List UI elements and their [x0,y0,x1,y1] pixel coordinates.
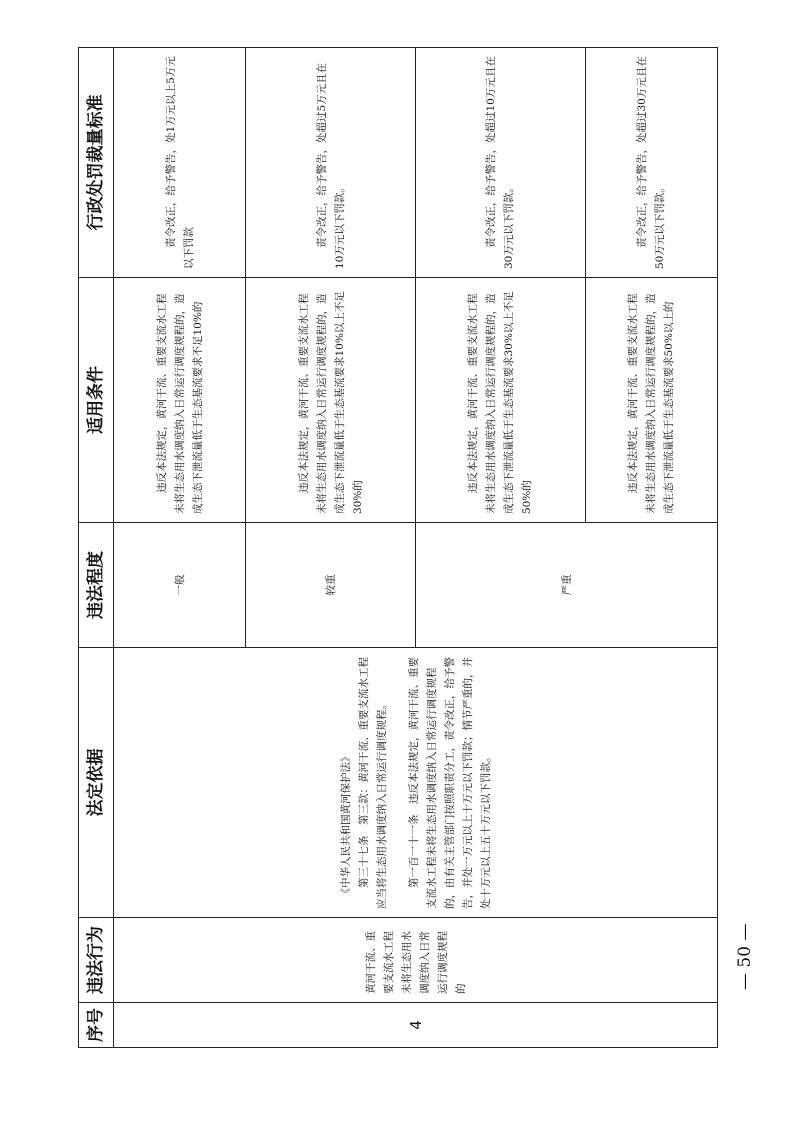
condition-severe-1: 违反本法规定，黄河干流、重要支流水工程未将生态用水调度纳入日常运行调度规程的，造成生态下泄流量低于生态基流要求30%以上不足50%的 [416,278,586,523]
standard-severe-2: 责令改正，给予警告，处超过30万元且在50万元以下罚款。 [585,48,717,278]
header-act: 违法行为 [79,918,114,1003]
page-number: — 50 — [735,923,755,990]
header-no: 序号 [79,1003,114,1048]
law-clause-111: 第一百一十一条 违反本法规定，黄河干流、重要支流水工程未将生态用水调度纳入日常运行调度规程的，由有关主管部门按照职责分工，责令改正，给予警告，并处一万元以上十万元以下罚款；情节严重的，并处十万元以上五十万元以下罚款。 [407,657,492,909]
standard-serious: 责令改正，给予警告，处超过5万元且在10万元以下罚款。 [246,48,416,278]
rotated-table-container [78,48,718,1048]
degree-severe: 严重 [416,523,718,648]
header-law: 法定依据 [79,648,114,918]
condition-serious: 违反本法规定，黄河干流、重要支流水工程未将生态用水调度纳入日常运行调度规程的，造成生态下泄流量低于生态基流要求10%以上不足30%的 [246,278,416,523]
condition-general: 违反本法规定，黄河干流、重要支流水工程未将生态用水调度纳入日常运行调度规程的，造成生态下泄流量低于生态基流要求不足10%的 [114,278,246,523]
row-number: 4 [114,1003,718,1048]
header-condition: 适用条件 [79,278,114,523]
degree-serious: 较重 [246,523,416,648]
degree-general: 一般 [114,523,246,648]
law-clause-37: 第三十七条 第三款：黄河干流、重要支流水工程应当将生态用水调度纳入日常运行调度规程。 [357,657,388,909]
law-title: 《中华人民共和国黄河保护法》 [339,751,352,899]
header-standard: 行政处罚裁量标准 [79,48,114,278]
violation-act: 黄河干流、重要支流水工程未将生态用水调度纳入日常运行调度规程的 [114,918,718,1003]
header-degree: 违法程度 [79,523,114,648]
condition-severe-2: 违反本法规定，黄河干流、重要支流水工程未将生态用水调度纳入日常运行调度规程的，造成生态下泄流量低于生态基流要求50%以上的 [585,278,717,523]
standard-severe-1: 责令改正，给予警告，处超过10万元且在30万元以下罚款。 [416,48,586,278]
legal-basis [114,648,718,918]
table-row [114,48,246,1048]
penalty-standard-table [78,47,718,1048]
table-header-row [79,48,114,1048]
standard-general: 责令改正，给予警告，处1万元以上5万元以下罚款 [114,48,246,278]
